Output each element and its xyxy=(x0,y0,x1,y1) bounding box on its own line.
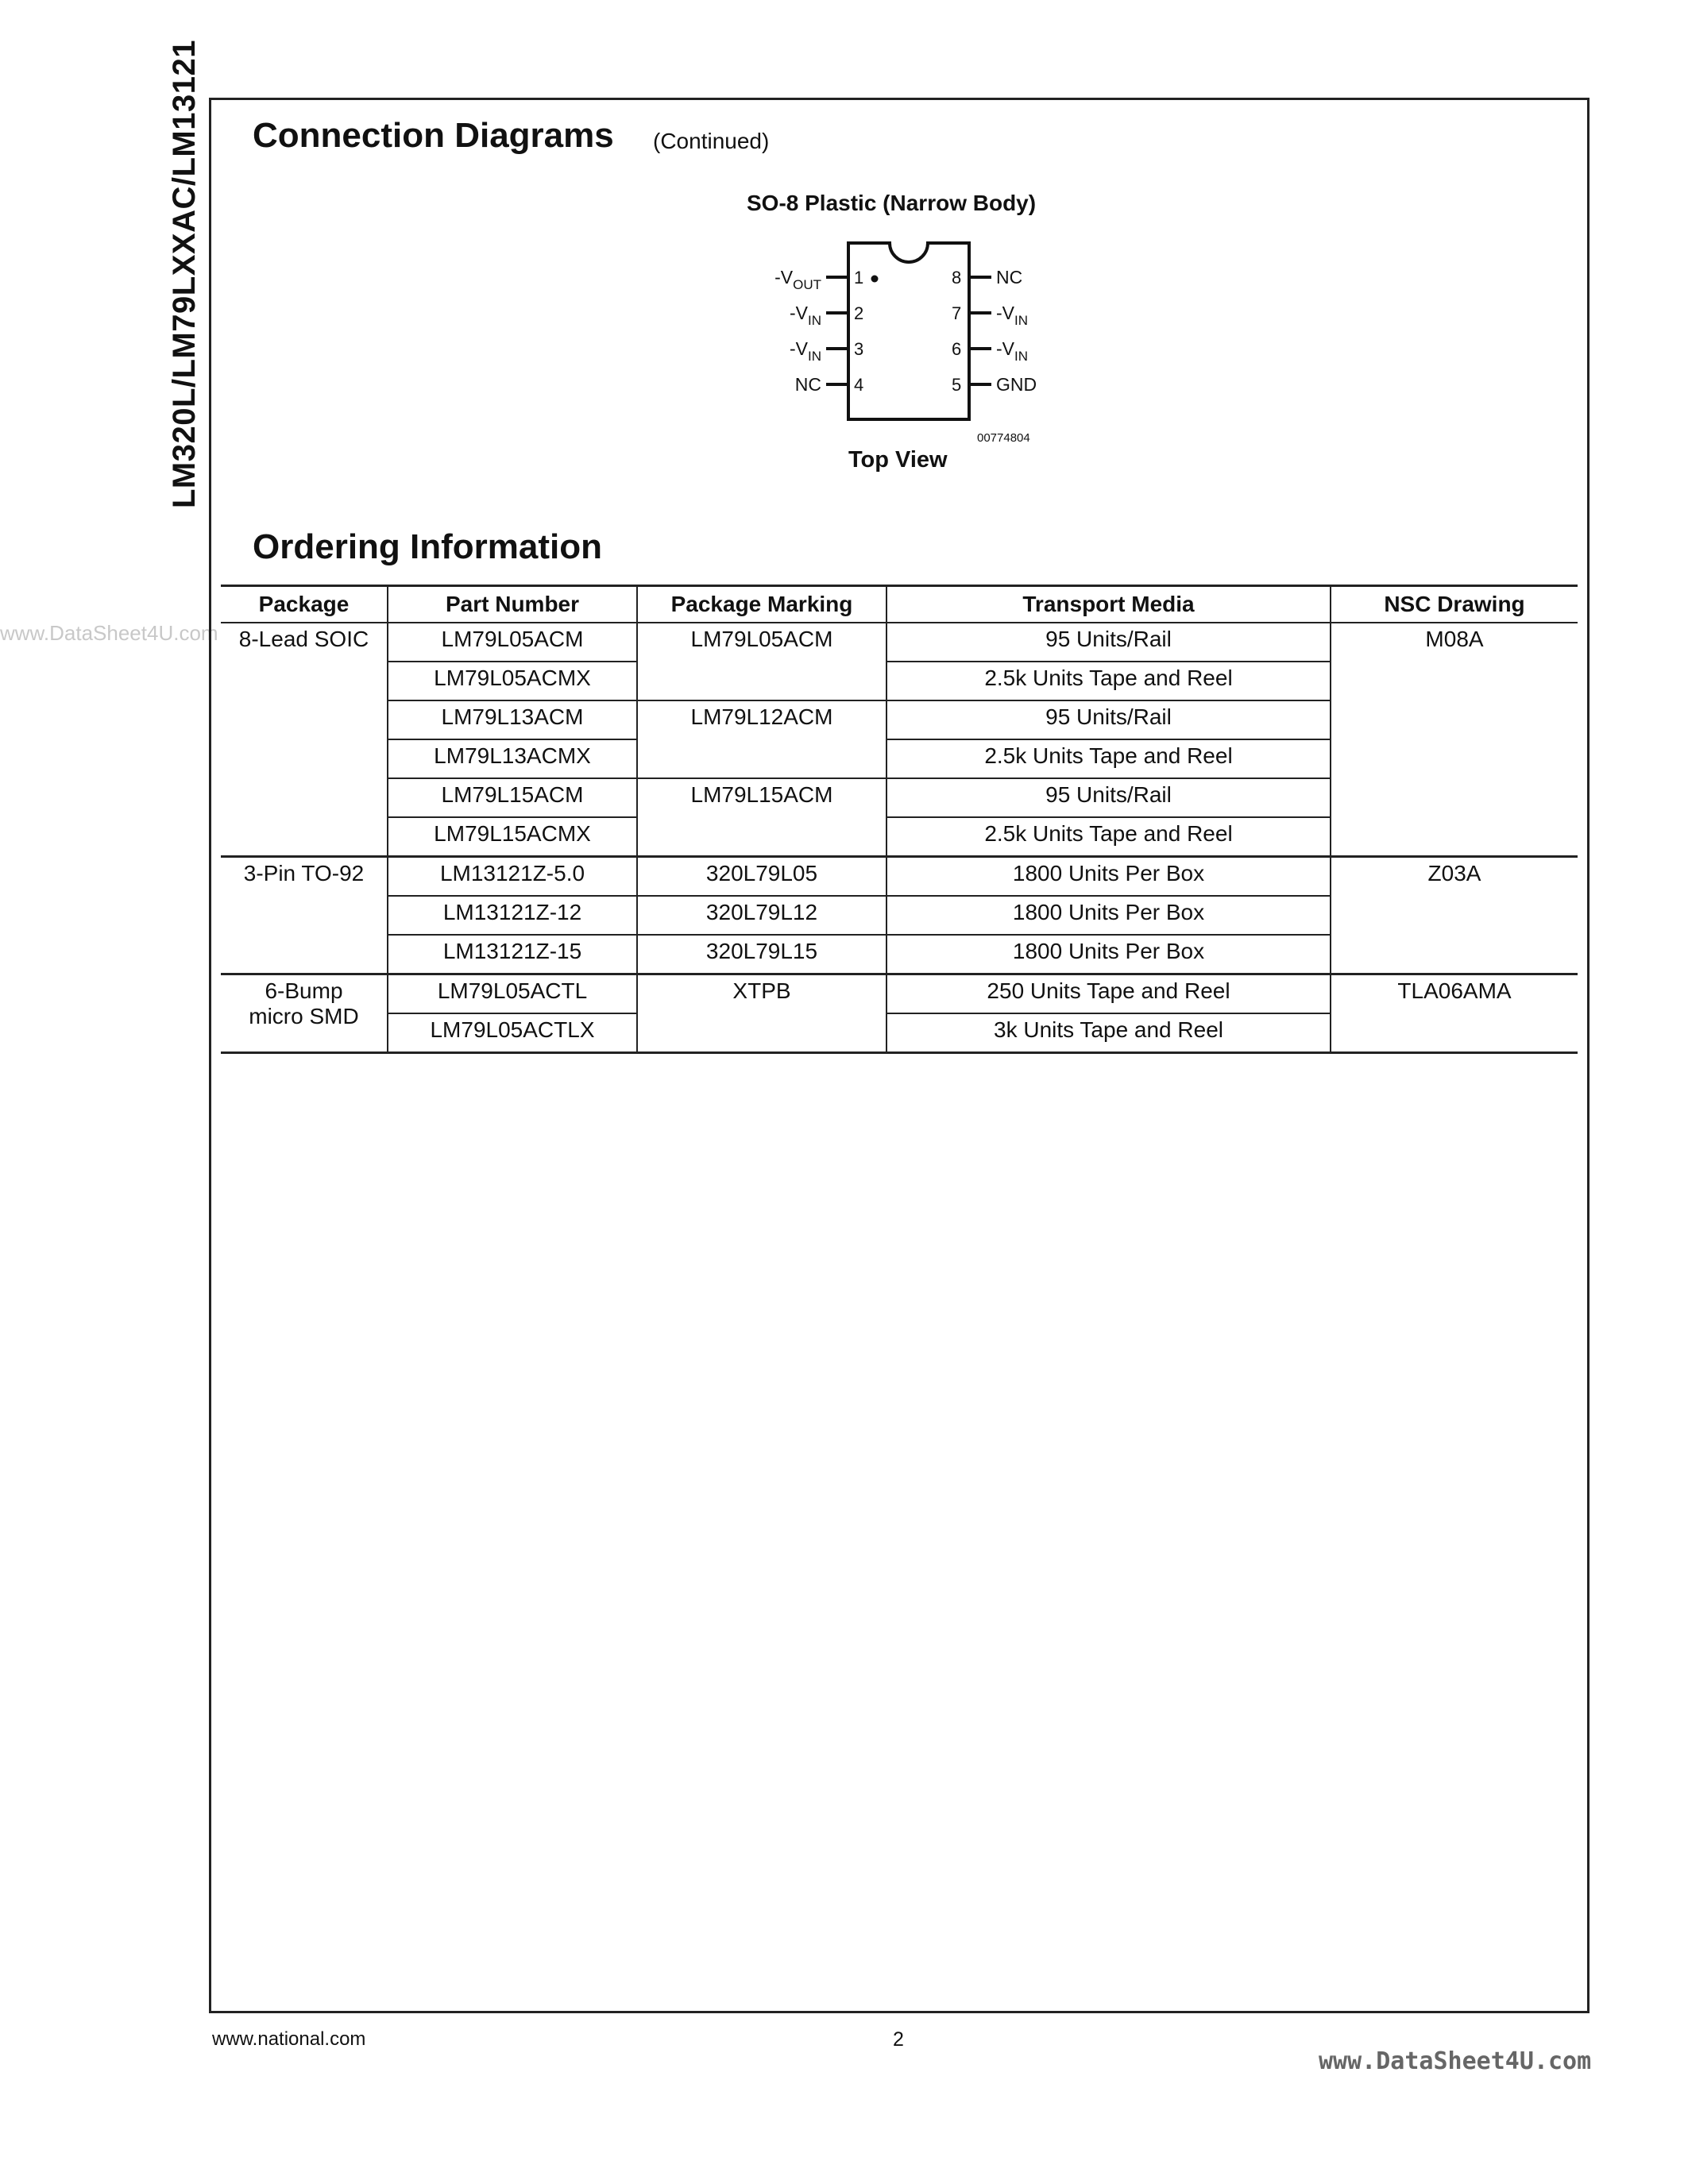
footer-watermark: www.DataSheet4U.com xyxy=(1319,2047,1592,2075)
part-number-cell: LM79L05ACTLX xyxy=(388,1013,637,1053)
column-header: Part Number xyxy=(388,586,637,623)
part-number-cell: LM79L15ACM xyxy=(388,778,637,817)
marking-cell: LM79L15ACM xyxy=(637,778,886,857)
media-cell: 1800 Units Per Box xyxy=(886,935,1331,974)
drawing-cell: Z03A xyxy=(1331,857,1578,974)
pin-label-7: $-V_{IN}$ xyxy=(996,303,1028,328)
table-row xyxy=(221,857,1578,897)
package-cell xyxy=(221,974,388,1053)
media-cell: 95 Units/Rail xyxy=(886,778,1331,817)
media-cell: 2.5k Units Tape and Reel xyxy=(886,817,1331,857)
media-cell: 2.5k Units Tape and Reel xyxy=(886,739,1331,778)
pin-number-7: 7 xyxy=(952,303,962,323)
part-number-cell: LM13121Z-15 xyxy=(388,935,637,974)
pin-number-1: 1 xyxy=(854,268,864,287)
page-number: 2 xyxy=(893,2028,904,2051)
footer-website-link[interactable]: www.national.com xyxy=(212,2028,366,2050)
figure-number: 00774804 xyxy=(977,431,1030,445)
pin-label-5: GND xyxy=(996,374,1037,395)
drawing-cell: TLA06AMA xyxy=(1331,974,1578,1053)
pin-label-3: $-V_{IN}$ xyxy=(790,338,821,364)
pin-number-2: 2 xyxy=(854,303,864,323)
continued-note: (Continued) xyxy=(653,129,770,153)
part-number-cell: LM13121Z-12 xyxy=(388,896,637,935)
part-number-cell: LM79L05ACMX xyxy=(388,662,637,700)
marking-cell: LM79L12ACM xyxy=(637,700,886,778)
column-header: Package xyxy=(221,586,388,623)
pin-number-5: 5 xyxy=(952,375,962,395)
part-number-cell: LM79L05ACTL xyxy=(388,974,637,1014)
table-row xyxy=(221,974,1578,1014)
pin-label-1: $-V_{OUT}$ xyxy=(774,267,821,292)
package-name-line: micro SMD xyxy=(249,1004,359,1028)
table-row xyxy=(221,623,1578,662)
pin-number-6: 6 xyxy=(952,339,962,359)
media-cell: 1800 Units Per Box xyxy=(886,857,1331,897)
package-name-line: 6-Bump xyxy=(265,978,343,1003)
media-cell: 250 Units Tape and Reel xyxy=(886,974,1331,1014)
table-header-row xyxy=(221,586,1578,623)
package-cell: 3-Pin TO-92 xyxy=(221,857,388,974)
pin-number-8: 8 xyxy=(952,268,962,287)
part-number-cell: LM79L13ACM xyxy=(388,700,637,739)
media-cell: 95 Units/Rail xyxy=(886,700,1331,739)
figure-title: SO-8 Plastic (Narrow Body) xyxy=(747,191,1037,215)
package-cell: 8-Lead SOIC xyxy=(238,627,369,651)
pin-number-4: 4 xyxy=(854,375,864,395)
part-number-cell: LM79L13ACMX xyxy=(388,739,637,778)
column-header: Transport Media xyxy=(886,586,1331,623)
ordering-table xyxy=(221,585,1578,1054)
part-number-cell: LM13121Z-5.0 xyxy=(388,857,637,897)
pin-number-3: 3 xyxy=(854,339,864,359)
part-number-cell: LM79L05ACM xyxy=(388,623,637,662)
media-cell: 3k Units Tape and Reel xyxy=(886,1013,1331,1053)
figure-caption: Top View xyxy=(848,447,948,473)
so8-pinout-diagram xyxy=(747,230,1064,445)
pin1-dot-icon xyxy=(871,276,879,283)
pin-label-6: $-V_{IN}$ xyxy=(996,338,1028,364)
pin-label-8: NC xyxy=(996,267,1023,287)
connection-diagrams-heading: Connection Diagrams xyxy=(253,116,614,155)
marking-cell: 320L79L12 xyxy=(637,896,886,935)
watermark-left: www.DataSheet4U.com xyxy=(0,621,218,645)
part-number-cell: LM79L15ACMX xyxy=(388,817,637,857)
ordering-information-heading: Ordering Information xyxy=(253,527,602,566)
column-header: NSC Drawing xyxy=(1331,586,1578,623)
marking-cell: LM79L05ACM xyxy=(637,623,886,700)
media-cell: 2.5k Units Tape and Reel xyxy=(886,662,1331,700)
marking-cell: 320L79L05 xyxy=(637,857,886,897)
marking-cell: 320L79L15 xyxy=(637,935,886,974)
column-header: Package Marking xyxy=(637,586,886,623)
media-cell: 95 Units/Rail xyxy=(886,623,1331,662)
pin-label-4: NC xyxy=(794,374,821,395)
marking-cell: XTPB xyxy=(637,974,886,1053)
pin-label-2: $-V_{IN}$ xyxy=(790,303,821,328)
drawing-cell: M08A xyxy=(1331,623,1578,857)
media-cell: 1800 Units Per Box xyxy=(886,896,1331,935)
document-side-title: LM320L/LM79LXXAC/LM13121 xyxy=(167,40,202,508)
